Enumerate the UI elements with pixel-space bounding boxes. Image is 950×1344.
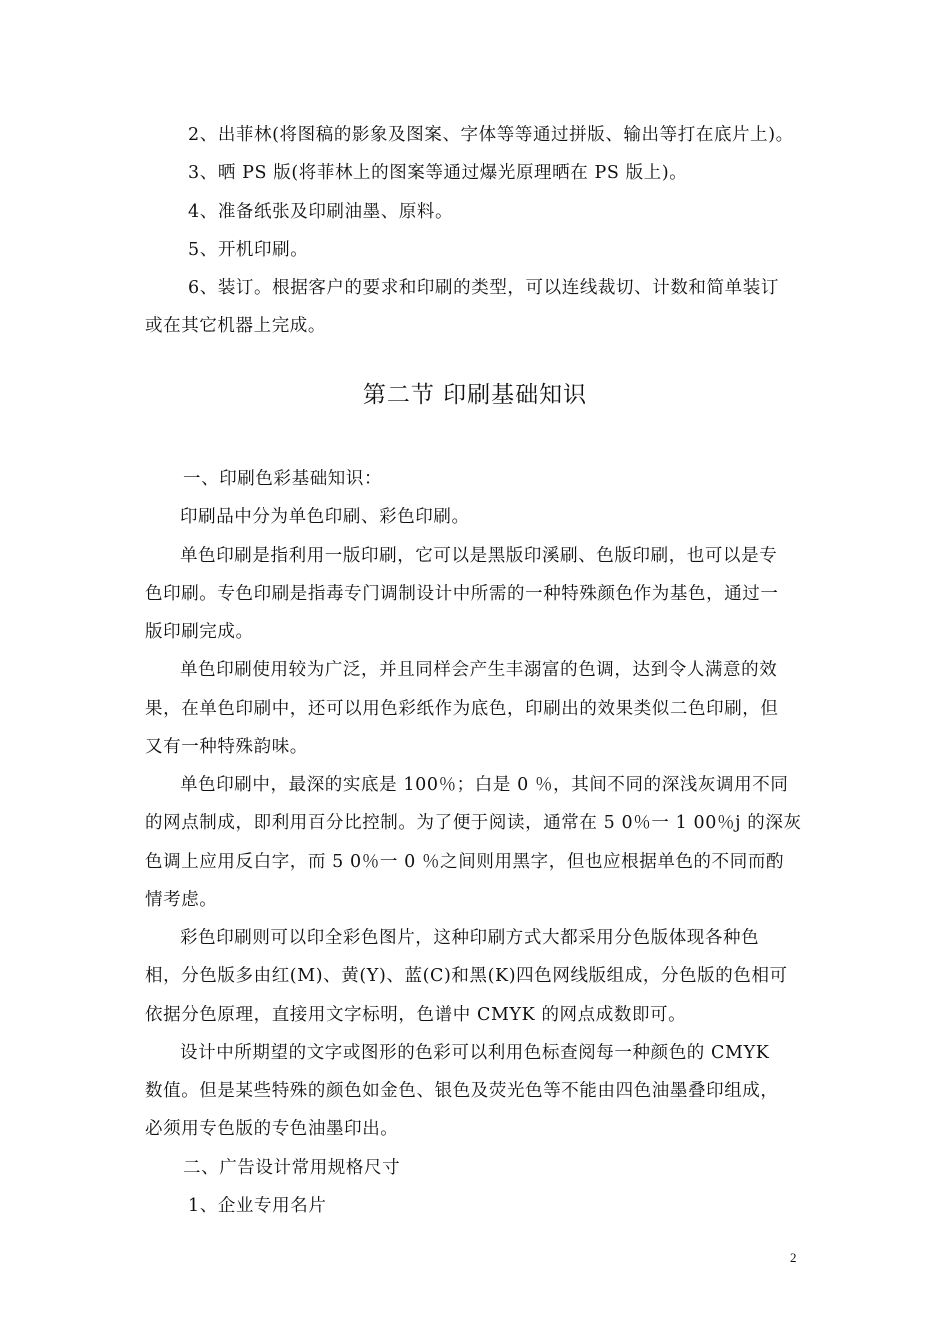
- paragraph-line: 的网点制成，即利用百分比控制。为了便于阅读，通常在 5 0％一 1 00％j 的深灰: [145, 813, 802, 833]
- paragraph-line: 又有一种特殊韵味。: [145, 737, 308, 757]
- paragraph-line: 依据分色原理，直接用文字标明，色谱中 CMYK 的网点成数即可。: [145, 1005, 687, 1025]
- subsection-heading-ad-sizes: 二、广告设计常用规格尺寸: [183, 1158, 401, 1178]
- paragraph-line: 必须用专色版的专色油墨印出。: [145, 1119, 399, 1139]
- section-title: 第二节 印刷基础知识: [362, 382, 588, 408]
- paragraph-line: 果，在单色印刷中，还可以用色彩纸作为底色，印刷出的效果类似二色印刷，但: [145, 699, 779, 719]
- paragraph-line: 版印刷完成。: [145, 622, 254, 642]
- subsection-heading-color-basics: 一、印刷色彩基础知识：: [183, 469, 383, 489]
- paragraph-line: 相，分色版多由红(M)、黄(Y)、蓝(C)和黑(K)四色网线版组成，分色版的色相可: [145, 966, 788, 986]
- step-5: 5、开机印刷。: [188, 240, 309, 260]
- paragraph-line: 单色印刷是指利用一版印刷，它可以是黑版印溪刷、色版印刷，也可以是专: [180, 546, 778, 566]
- list-item-business-card: 1、企业专用名片: [188, 1196, 327, 1216]
- paragraph-line: 单色印刷中，最深的实底是 100％；白是 0 ％，其间不同的深浅灰调用不同: [180, 775, 789, 795]
- step-6-continuation: 或在其它机器上完成。: [145, 316, 326, 336]
- step-4: 4、准备纸张及印刷油墨、原料。: [188, 202, 454, 222]
- paragraph-line: 色印刷。专色印刷是指毒专门调制设计中所需的一种特殊颜色作为基色，通过一: [145, 584, 779, 604]
- paragraph-line: 情考虑。: [145, 890, 218, 910]
- paragraph-line: 色调上应用反白字，而 5 0％一 0 ％之间则用黑字，但也应根据单色的不同而酌: [145, 852, 785, 872]
- paragraph-line: 印刷品中分为单色印刷、彩色印刷。: [180, 507, 470, 527]
- paragraph-line: 设计中所期望的文字或图形的色彩可以利用色标查阅每一种颜色的 CMYK: [180, 1043, 770, 1063]
- paragraph-line: 单色印刷使用较为广泛，并且同样会产生丰溺富的色调，达到令人满意的效: [180, 660, 778, 680]
- paragraph-line: 数值。但是某些特殊的颜色如金色、银色及荧光色等不能由四色油墨叠印组成，: [145, 1081, 779, 1101]
- step-6: 6、装订。根据客户的要求和印刷的类型，可以连线裁切、计数和简单装订: [188, 278, 779, 298]
- paragraph-line: 彩色印刷则可以印全彩色图片，这种印刷方式大都采用分色版体现各种色: [180, 928, 760, 948]
- page-number: 2: [790, 1250, 797, 1265]
- step-3: 3、晒 PS 版(将菲林上的图案等通过爆光原理晒在 PS 版上)。: [188, 163, 688, 183]
- step-2: 2、出菲林(将图稿的影象及图案、字体等等通过拼版、输出等打在底片上)。: [188, 125, 794, 145]
